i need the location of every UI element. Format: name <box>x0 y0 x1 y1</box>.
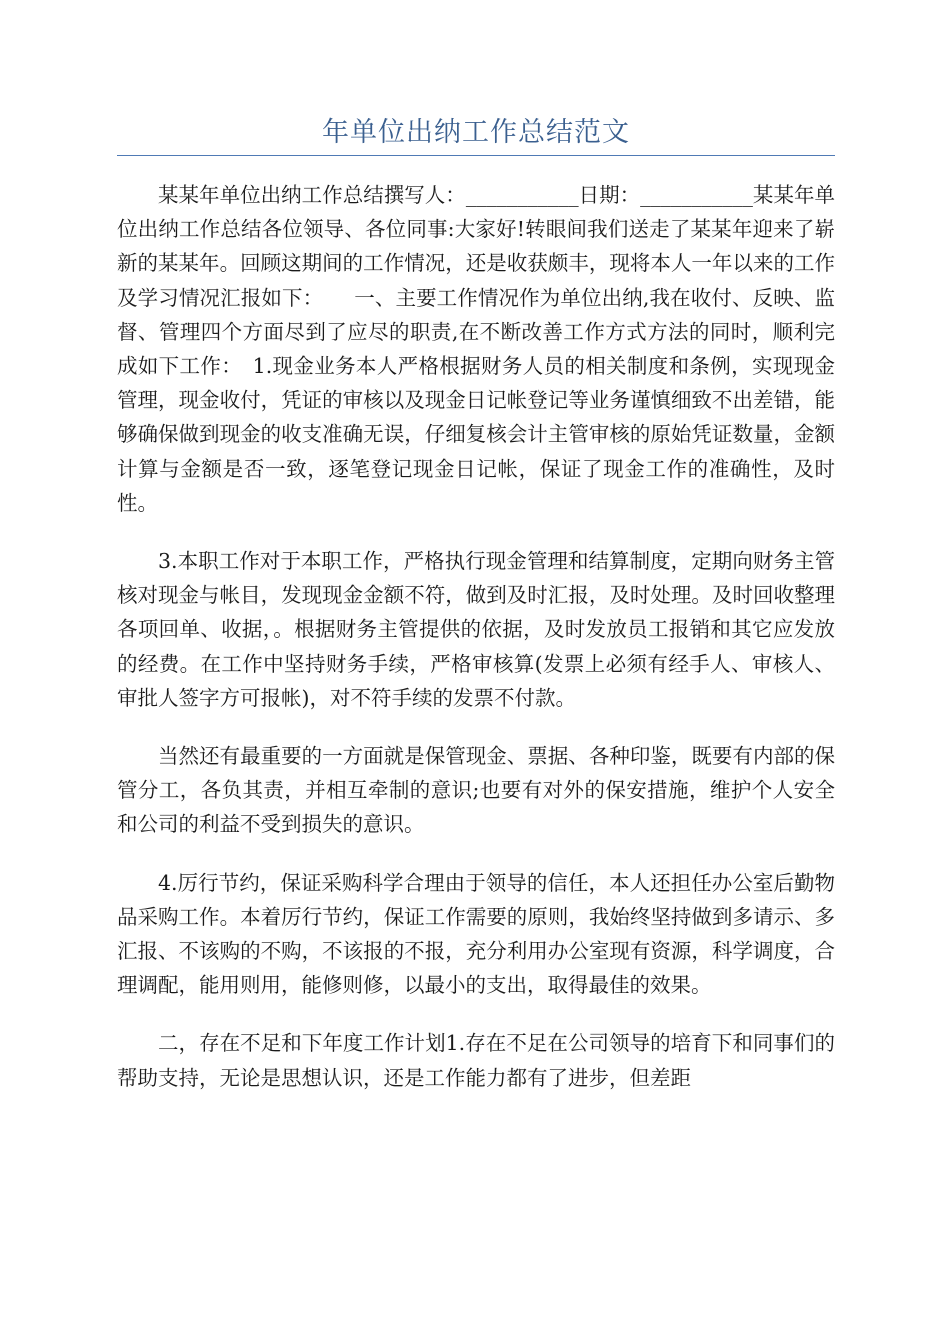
paragraph-2: 3.本职工作对于本职工作，严格执行现金管理和结算制度，定期向财务主管核对现金与帐目，发现现金金额不符，做到及时汇报，及时处理。及时回收整理各项回单、收据，。根据财务主管提供的依据，及时发放员工报销和其它应发放的经费。在工作中坚持财务手续，严格审核算(发票上必须有经手人、审核人、审批人签字方可报帐)，对不符手续的发票不付款。 <box>117 549 835 710</box>
title-underline <box>117 155 835 156</box>
paragraph-5: 二，存在不足和下年度工作计划1.存在不足在公司领导的培育下和同事们的帮助支持，无论是思想认识，还是工作能力都有了进步，但差距 <box>117 1031 835 1090</box>
paragraph-3: 当然还有最重要的一方面就是保管现金、票据、各种印鉴，既要有内部的保管分工，各负其责，并相互牵制的意识;也要有对外的保安措施，维护个人安全和公司的利益不受到损失的意识。 <box>117 744 835 837</box>
document-title: 年单位出纳工作总结范文 <box>322 117 630 148</box>
document-body <box>117 178 835 1095</box>
paragraph-1: 某某年单位出纳工作总结撰写人：___________日期：___________某某年单位出纳工作总结各位领导、各位同事:大家好!转眼间我们送走了某某年迎来了崭新的某某年。回顾这期间的工作情况，还是收获颇丰，现将本人一年以来的工作及学习情况汇报如下： 一、主要工作情况作为单位出纳,我在收付、反映、监督、管理四个方面尽到了应尽的职责,在不断改善工作方式方法的同时，顺利完成如下工作： 1.现金业务本人严格根据财务人员的相关制度和条例，实现现金管理，现金收付，凭证的审核以及现金日记帐登记等业务谨慎细致不出差错，能够确保做到现金的收支准确无误，仔细复核会计主管审核的原始凭证数量，金额计算与金额是否一致，逐笔登记现金日记帐，保证了现金工作的准确性，及时性。 <box>117 183 835 515</box>
paragraph-4: 4.厉行节约，保证采购科学合理由于领导的信任，本人还担任办公室后勤物品采购工作。本着厉行节约，保证工作需要的原则，我始终坚持做到多请示、多汇报、不该购的不购，不该报的不报，充分利用办公室现有资源，科学调度，合理调配，能用则用，能修则修，以最小的支出，取得最佳的效果。 <box>117 870 835 998</box>
document-page <box>117 0 835 1119</box>
